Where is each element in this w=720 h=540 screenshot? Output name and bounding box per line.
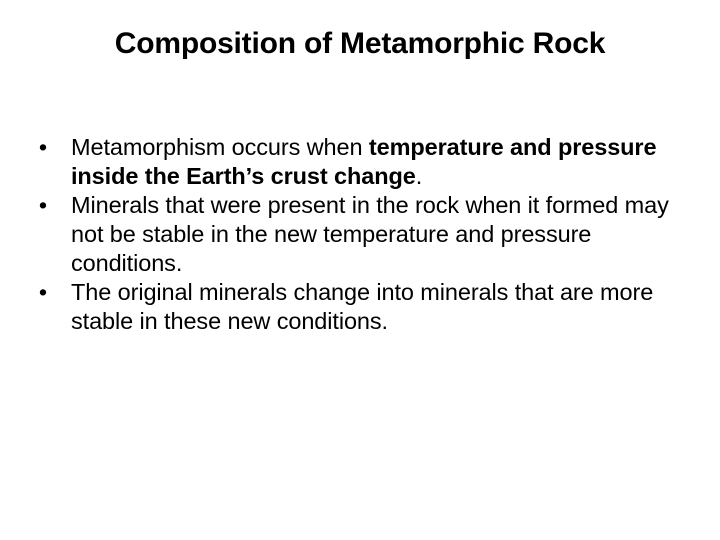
bullet-icon: • [38, 279, 48, 305]
bullet-item-1 [36, 133, 686, 191]
bullet-item-3 [36, 278, 686, 336]
bullet-text [71, 134, 656, 189]
bullet-item-2 [36, 191, 686, 278]
bullet-icon: • [38, 192, 48, 218]
bullet-icon: • [38, 134, 48, 160]
slide-title: Composition of Metamorphic Rock [114, 27, 606, 60]
bullet-text-segment: . [415, 163, 423, 189]
bullet-text-bold-segment: temperature and pressure inside the Earth’s crust change [71, 134, 657, 189]
bullet-text: The original minerals change into minerals that are more stable in these new conditions. [71, 279, 654, 334]
bullet-text-segment: Metamorphism occurs when [71, 134, 369, 160]
bullet-text: Minerals that were present in the rock when it formed may not be stable in the new temperature and pressure conditions. [71, 192, 669, 276]
bullet-list [36, 133, 686, 336]
